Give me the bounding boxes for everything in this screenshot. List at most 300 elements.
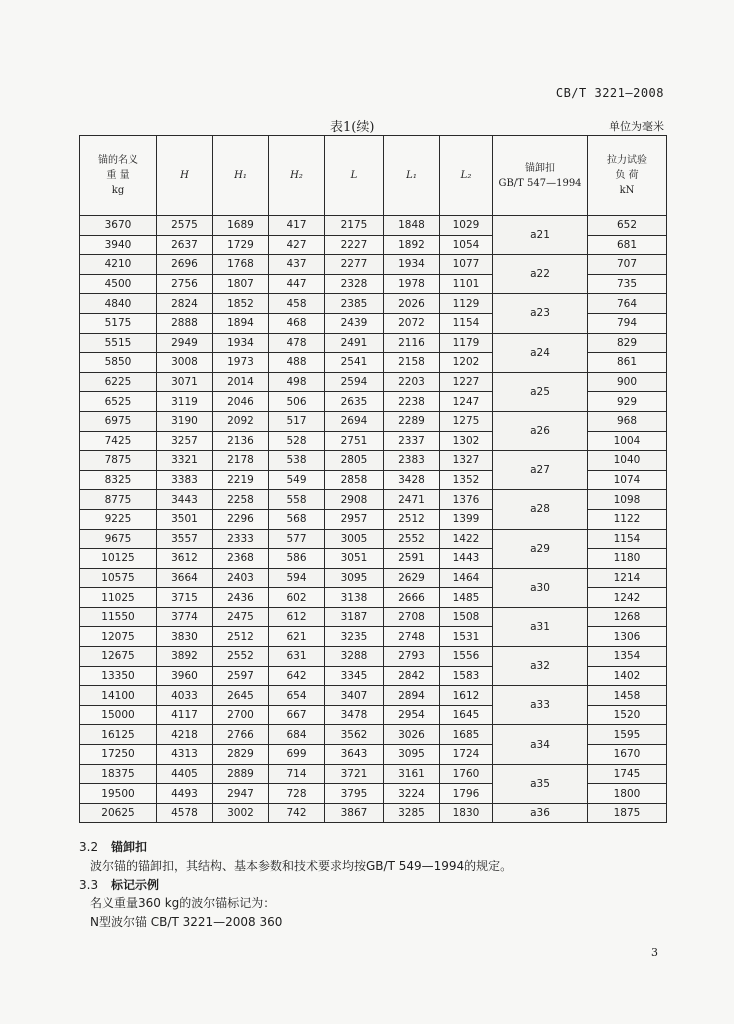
cell-test-load: 929 xyxy=(588,392,667,412)
cell-H1: 2258 xyxy=(213,490,269,510)
cell-H: 3892 xyxy=(157,647,213,667)
cell-L: 3562 xyxy=(325,725,384,745)
cell-H2: 586 xyxy=(269,549,325,569)
cell-H1: 2829 xyxy=(213,745,269,765)
cell-H1: 2014 xyxy=(213,372,269,392)
cell-L: 2594 xyxy=(325,372,384,392)
cell-test-load: 1122 xyxy=(588,509,667,529)
page-number: 3 xyxy=(651,946,658,959)
cell-H1: 2700 xyxy=(213,705,269,725)
cell-H: 4578 xyxy=(157,803,213,823)
cell-L: 2751 xyxy=(325,431,384,451)
cell-H: 2949 xyxy=(157,333,213,353)
cell-nominal-mass: 9675 xyxy=(80,529,157,549)
cell-test-load: 968 xyxy=(588,411,667,431)
cell-L: 2175 xyxy=(325,216,384,236)
cell-H2: 478 xyxy=(269,333,325,353)
cell-shackle: a29 xyxy=(493,529,588,568)
cell-L: 2858 xyxy=(325,470,384,490)
cell-test-load: 1875 xyxy=(588,803,667,823)
cell-nominal-mass: 4500 xyxy=(80,274,157,294)
cell-nominal-mass: 20625 xyxy=(80,803,157,823)
cell-H: 2888 xyxy=(157,313,213,333)
cell-nominal-mass: 6975 xyxy=(80,411,157,431)
cell-H1: 2136 xyxy=(213,431,269,451)
cell-L: 3005 xyxy=(325,529,384,549)
cell-H2: 458 xyxy=(269,294,325,314)
cell-nominal-mass: 9225 xyxy=(80,509,157,529)
cell-L2: 1645 xyxy=(440,705,493,725)
header-mass-line1: 锚的名义 xyxy=(98,155,138,166)
cell-H: 4493 xyxy=(157,784,213,804)
cell-L1: 2289 xyxy=(384,411,440,431)
cell-L2: 1029 xyxy=(440,216,493,236)
cell-H1: 1894 xyxy=(213,313,269,333)
cell-L1: 3161 xyxy=(384,764,440,784)
cell-test-load: 735 xyxy=(588,274,667,294)
cell-H: 3501 xyxy=(157,509,213,529)
table-row xyxy=(80,568,667,588)
cell-nominal-mass: 12675 xyxy=(80,647,157,667)
cell-H: 4218 xyxy=(157,725,213,745)
cell-H1: 2368 xyxy=(213,549,269,569)
cell-shackle: a35 xyxy=(493,764,588,803)
header-L xyxy=(325,136,384,216)
cell-test-load: 861 xyxy=(588,353,667,373)
cell-shackle: a25 xyxy=(493,372,588,411)
cell-nominal-mass: 11550 xyxy=(80,607,157,627)
cell-H: 3190 xyxy=(157,411,213,431)
cell-H: 3443 xyxy=(157,490,213,510)
cell-test-load: 681 xyxy=(588,235,667,255)
cell-shackle: a23 xyxy=(493,294,588,333)
cell-nominal-mass: 16125 xyxy=(80,725,157,745)
cell-L2: 1302 xyxy=(440,431,493,451)
cell-L1: 2026 xyxy=(384,294,440,314)
cell-L: 2957 xyxy=(325,509,384,529)
cell-H2: 549 xyxy=(269,470,325,490)
cell-nominal-mass: 3940 xyxy=(80,235,157,255)
section-3-3-heading xyxy=(79,876,159,893)
section-3-2-heading xyxy=(79,838,147,855)
cell-H2: 417 xyxy=(269,216,325,236)
header-shackle-line2: GB/T 547—1994 xyxy=(498,177,582,189)
cell-nominal-mass: 3670 xyxy=(80,216,157,236)
section-3-2-body: 波尔锚的锚卸扣，其结构、基本参数和技术要求均按GB/T 549—1994的规定。 xyxy=(90,859,513,873)
cell-nominal-mass: 6525 xyxy=(80,392,157,412)
cell-L1: 2748 xyxy=(384,627,440,647)
table-row xyxy=(80,411,667,431)
cell-shackle: a26 xyxy=(493,411,588,450)
cell-H: 3321 xyxy=(157,451,213,471)
cell-nominal-mass: 10125 xyxy=(80,549,157,569)
cell-nominal-mass: 8325 xyxy=(80,470,157,490)
header-nominal-mass xyxy=(80,136,157,216)
header-test-load xyxy=(588,136,667,216)
cell-test-load: 900 xyxy=(588,372,667,392)
table-row xyxy=(80,803,667,823)
cell-test-load: 794 xyxy=(588,313,667,333)
cell-L: 2541 xyxy=(325,353,384,373)
cell-L: 3345 xyxy=(325,666,384,686)
cell-nominal-mass: 15000 xyxy=(80,705,157,725)
cell-L1: 2793 xyxy=(384,647,440,667)
cell-shackle: a27 xyxy=(493,451,588,490)
cell-nominal-mass: 5850 xyxy=(80,353,157,373)
cell-L1: 2629 xyxy=(384,568,440,588)
table-row xyxy=(80,686,667,706)
table-row xyxy=(80,725,667,745)
header-load-line3: kN xyxy=(619,185,635,196)
cell-H2: 602 xyxy=(269,588,325,608)
section-3-3-body: 名义重量360 kg的波尔锚标记为： xyxy=(90,896,276,910)
cell-H: 4313 xyxy=(157,745,213,765)
header-load-line1: 拉力试验 xyxy=(607,155,647,166)
cell-test-load: 1180 xyxy=(588,549,667,569)
header-L2-label: L₂ xyxy=(460,170,472,181)
cell-test-load: 1800 xyxy=(588,784,667,804)
cell-H1: 2766 xyxy=(213,725,269,745)
cell-H1: 2092 xyxy=(213,411,269,431)
cell-test-load: 1745 xyxy=(588,764,667,784)
cell-L1: 1892 xyxy=(384,235,440,255)
cell-L: 3478 xyxy=(325,705,384,725)
cell-L2: 1531 xyxy=(440,627,493,647)
cell-H2: 528 xyxy=(269,431,325,451)
table-row xyxy=(80,490,667,510)
section-3-2-title: 锚卸扣 xyxy=(111,840,148,854)
header-L-label: L xyxy=(350,170,358,181)
cell-L: 2439 xyxy=(325,313,384,333)
cell-L1: 2666 xyxy=(384,588,440,608)
cell-H1: 2178 xyxy=(213,451,269,471)
cell-shackle: a22 xyxy=(493,255,588,294)
section-3-2-number: 3.2 xyxy=(79,840,99,854)
header-L2 xyxy=(440,136,493,216)
header-H1-label: H₁ xyxy=(234,170,247,181)
cell-H1: 2475 xyxy=(213,607,269,627)
cell-L1: 3285 xyxy=(384,803,440,823)
cell-L: 3138 xyxy=(325,588,384,608)
cell-L: 2491 xyxy=(325,333,384,353)
table-header-row xyxy=(80,136,667,216)
cell-L2: 1796 xyxy=(440,784,493,804)
header-H xyxy=(157,136,213,216)
cell-shackle: a32 xyxy=(493,647,588,686)
cell-shackle: a36 xyxy=(493,803,588,823)
cell-shackle: a21 xyxy=(493,216,588,255)
cell-L1: 2072 xyxy=(384,313,440,333)
cell-H2: 594 xyxy=(269,568,325,588)
cell-H2: 667 xyxy=(269,705,325,725)
cell-nominal-mass: 5515 xyxy=(80,333,157,353)
cell-H1: 2645 xyxy=(213,686,269,706)
cell-L: 3095 xyxy=(325,568,384,588)
cell-H1: 1852 xyxy=(213,294,269,314)
cell-L2: 1399 xyxy=(440,509,493,529)
cell-H2: 468 xyxy=(269,313,325,333)
cell-H2: 714 xyxy=(269,764,325,784)
header-L1 xyxy=(384,136,440,216)
cell-L2: 1443 xyxy=(440,549,493,569)
cell-L1: 3428 xyxy=(384,470,440,490)
cell-test-load: 1402 xyxy=(588,666,667,686)
cell-H2: 488 xyxy=(269,353,325,373)
cell-L2: 1247 xyxy=(440,392,493,412)
cell-H: 3664 xyxy=(157,568,213,588)
cell-L1: 1848 xyxy=(384,216,440,236)
cell-H: 4033 xyxy=(157,686,213,706)
header-L1-label: L₁ xyxy=(406,170,417,181)
cell-H1: 1973 xyxy=(213,353,269,373)
cell-H: 4405 xyxy=(157,764,213,784)
cell-H2: 447 xyxy=(269,274,325,294)
cell-H1: 2552 xyxy=(213,647,269,667)
anchor-dimensions-table xyxy=(79,135,667,823)
cell-test-load: 1040 xyxy=(588,451,667,471)
cell-H2: 699 xyxy=(269,745,325,765)
section-3-3-title: 标记示例 xyxy=(111,878,160,892)
cell-L2: 1422 xyxy=(440,529,493,549)
cell-nominal-mass: 19500 xyxy=(80,784,157,804)
cell-L: 3235 xyxy=(325,627,384,647)
cell-L: 3643 xyxy=(325,745,384,765)
cell-H1: 1807 xyxy=(213,274,269,294)
cell-test-load: 1214 xyxy=(588,568,667,588)
cell-L2: 1685 xyxy=(440,725,493,745)
cell-H2: 728 xyxy=(269,784,325,804)
cell-L1: 2512 xyxy=(384,509,440,529)
cell-H2: 612 xyxy=(269,607,325,627)
cell-test-load: 1670 xyxy=(588,745,667,765)
cell-L: 2635 xyxy=(325,392,384,412)
table-row xyxy=(80,451,667,471)
cell-L1: 1978 xyxy=(384,274,440,294)
cell-L2: 1179 xyxy=(440,333,493,353)
cell-L1: 2842 xyxy=(384,666,440,686)
cell-L: 2908 xyxy=(325,490,384,510)
cell-L2: 1202 xyxy=(440,353,493,373)
cell-H: 2696 xyxy=(157,255,213,275)
cell-L2: 1464 xyxy=(440,568,493,588)
section-3-3-number: 3.3 xyxy=(79,878,99,892)
cell-H2: 684 xyxy=(269,725,325,745)
cell-H2: 577 xyxy=(269,529,325,549)
cell-H2: 642 xyxy=(269,666,325,686)
cell-test-load: 1242 xyxy=(588,588,667,608)
cell-L2: 1101 xyxy=(440,274,493,294)
cell-H1: 1729 xyxy=(213,235,269,255)
cell-L2: 1154 xyxy=(440,313,493,333)
table-caption: 表1(续) xyxy=(330,120,375,135)
cell-L: 3051 xyxy=(325,549,384,569)
cell-L1: 2238 xyxy=(384,392,440,412)
cell-H2: 631 xyxy=(269,647,325,667)
cell-nominal-mass: 11025 xyxy=(80,588,157,608)
cell-H1: 2947 xyxy=(213,784,269,804)
cell-shackle: a33 xyxy=(493,686,588,725)
cell-H: 3119 xyxy=(157,392,213,412)
cell-H: 2575 xyxy=(157,216,213,236)
cell-test-load: 1306 xyxy=(588,627,667,647)
cell-H: 3383 xyxy=(157,470,213,490)
cell-H2: 538 xyxy=(269,451,325,471)
cell-H1: 2219 xyxy=(213,470,269,490)
cell-L1: 3224 xyxy=(384,784,440,804)
cell-H1: 2333 xyxy=(213,529,269,549)
cell-L2: 1508 xyxy=(440,607,493,627)
cell-nominal-mass: 4210 xyxy=(80,255,157,275)
cell-H: 3715 xyxy=(157,588,213,608)
cell-L1: 2116 xyxy=(384,333,440,353)
header-mass-line2: 重 量 xyxy=(106,170,130,181)
cell-L2: 1352 xyxy=(440,470,493,490)
cell-L1: 2203 xyxy=(384,372,440,392)
table-row xyxy=(80,529,667,549)
cell-H: 2824 xyxy=(157,294,213,314)
cell-shackle: a30 xyxy=(493,568,588,607)
cell-H1: 2512 xyxy=(213,627,269,647)
cell-H2: 427 xyxy=(269,235,325,255)
cell-H: 3008 xyxy=(157,353,213,373)
cell-H2: 498 xyxy=(269,372,325,392)
cell-L: 3288 xyxy=(325,647,384,667)
cell-nominal-mass: 6225 xyxy=(80,372,157,392)
cell-L2: 1724 xyxy=(440,745,493,765)
cell-L2: 1830 xyxy=(440,803,493,823)
cell-H2: 654 xyxy=(269,686,325,706)
table-row xyxy=(80,647,667,667)
cell-nominal-mass: 5175 xyxy=(80,313,157,333)
cell-shackle: a34 xyxy=(493,725,588,764)
cell-L1: 2471 xyxy=(384,490,440,510)
header-shackle xyxy=(493,136,588,216)
table-row xyxy=(80,607,667,627)
cell-L1: 2337 xyxy=(384,431,440,451)
cell-L2: 1583 xyxy=(440,666,493,686)
cell-H1: 2436 xyxy=(213,588,269,608)
cell-nominal-mass: 13350 xyxy=(80,666,157,686)
cell-test-load: 1458 xyxy=(588,686,667,706)
cell-L1: 2158 xyxy=(384,353,440,373)
standard-code: CB/T 3221—2008 xyxy=(555,86,664,100)
cell-nominal-mass: 4840 xyxy=(80,294,157,314)
cell-L1: 2954 xyxy=(384,705,440,725)
cell-H2: 517 xyxy=(269,411,325,431)
cell-H: 3071 xyxy=(157,372,213,392)
cell-H: 3612 xyxy=(157,549,213,569)
cell-H2: 621 xyxy=(269,627,325,647)
cell-L2: 1227 xyxy=(440,372,493,392)
header-mass-line3: kg xyxy=(111,185,125,196)
header-H1 xyxy=(213,136,269,216)
unit-note: 单位为毫米 xyxy=(609,120,664,133)
cell-test-load: 1098 xyxy=(588,490,667,510)
cell-nominal-mass: 8775 xyxy=(80,490,157,510)
cell-nominal-mass: 7425 xyxy=(80,431,157,451)
cell-test-load: 652 xyxy=(588,216,667,236)
cell-L1: 2383 xyxy=(384,451,440,471)
cell-nominal-mass: 10575 xyxy=(80,568,157,588)
cell-L1: 2708 xyxy=(384,607,440,627)
cell-L2: 1129 xyxy=(440,294,493,314)
cell-test-load: 1004 xyxy=(588,431,667,451)
cell-H2: 437 xyxy=(269,255,325,275)
cell-L: 2328 xyxy=(325,274,384,294)
cell-L1: 3026 xyxy=(384,725,440,745)
cell-test-load: 1074 xyxy=(588,470,667,490)
cell-H2: 506 xyxy=(269,392,325,412)
cell-L1: 2894 xyxy=(384,686,440,706)
cell-L2: 1054 xyxy=(440,235,493,255)
cell-H1: 1768 xyxy=(213,255,269,275)
cell-H1: 2597 xyxy=(213,666,269,686)
cell-shackle: a31 xyxy=(493,607,588,646)
cell-H: 3830 xyxy=(157,627,213,647)
cell-shackle: a24 xyxy=(493,333,588,372)
cell-H: 3774 xyxy=(157,607,213,627)
cell-L2: 1376 xyxy=(440,490,493,510)
table-row xyxy=(80,764,667,784)
cell-H: 2637 xyxy=(157,235,213,255)
cell-nominal-mass: 17250 xyxy=(80,745,157,765)
header-H2-label: H₂ xyxy=(290,170,303,181)
cell-H: 3557 xyxy=(157,529,213,549)
cell-L: 2227 xyxy=(325,235,384,255)
table-row xyxy=(80,372,667,392)
cell-L: 2385 xyxy=(325,294,384,314)
cell-L2: 1760 xyxy=(440,764,493,784)
cell-H: 3960 xyxy=(157,666,213,686)
cell-test-load: 1154 xyxy=(588,529,667,549)
cell-H1: 1689 xyxy=(213,216,269,236)
cell-nominal-mass: 12075 xyxy=(80,627,157,647)
cell-L2: 1556 xyxy=(440,647,493,667)
cell-L: 3867 xyxy=(325,803,384,823)
cell-L2: 1485 xyxy=(440,588,493,608)
table-row xyxy=(80,255,667,275)
cell-L1: 2552 xyxy=(384,529,440,549)
cell-test-load: 1520 xyxy=(588,705,667,725)
cell-H1: 2403 xyxy=(213,568,269,588)
cell-L1: 1934 xyxy=(384,255,440,275)
cell-test-load: 1595 xyxy=(588,725,667,745)
table-row xyxy=(80,216,667,236)
header-shackle-line1: 锚卸扣 xyxy=(525,162,555,174)
cell-H2: 558 xyxy=(269,490,325,510)
table-body xyxy=(80,216,667,823)
header-load-line2: 负 荷 xyxy=(615,170,639,181)
cell-test-load: 764 xyxy=(588,294,667,314)
cell-test-load: 829 xyxy=(588,333,667,353)
cell-H: 3257 xyxy=(157,431,213,451)
cell-H1: 2889 xyxy=(213,764,269,784)
cell-L: 3721 xyxy=(325,764,384,784)
header-H-label: H xyxy=(180,170,189,181)
cell-L: 3407 xyxy=(325,686,384,706)
table-row xyxy=(80,333,667,353)
cell-nominal-mass: 14100 xyxy=(80,686,157,706)
cell-H1: 1934 xyxy=(213,333,269,353)
cell-L1: 2591 xyxy=(384,549,440,569)
cell-L2: 1077 xyxy=(440,255,493,275)
cell-H: 4117 xyxy=(157,705,213,725)
cell-L: 2805 xyxy=(325,451,384,471)
cell-L: 3187 xyxy=(325,607,384,627)
cell-test-load: 1268 xyxy=(588,607,667,627)
cell-L2: 1327 xyxy=(440,451,493,471)
cell-L: 2694 xyxy=(325,411,384,431)
